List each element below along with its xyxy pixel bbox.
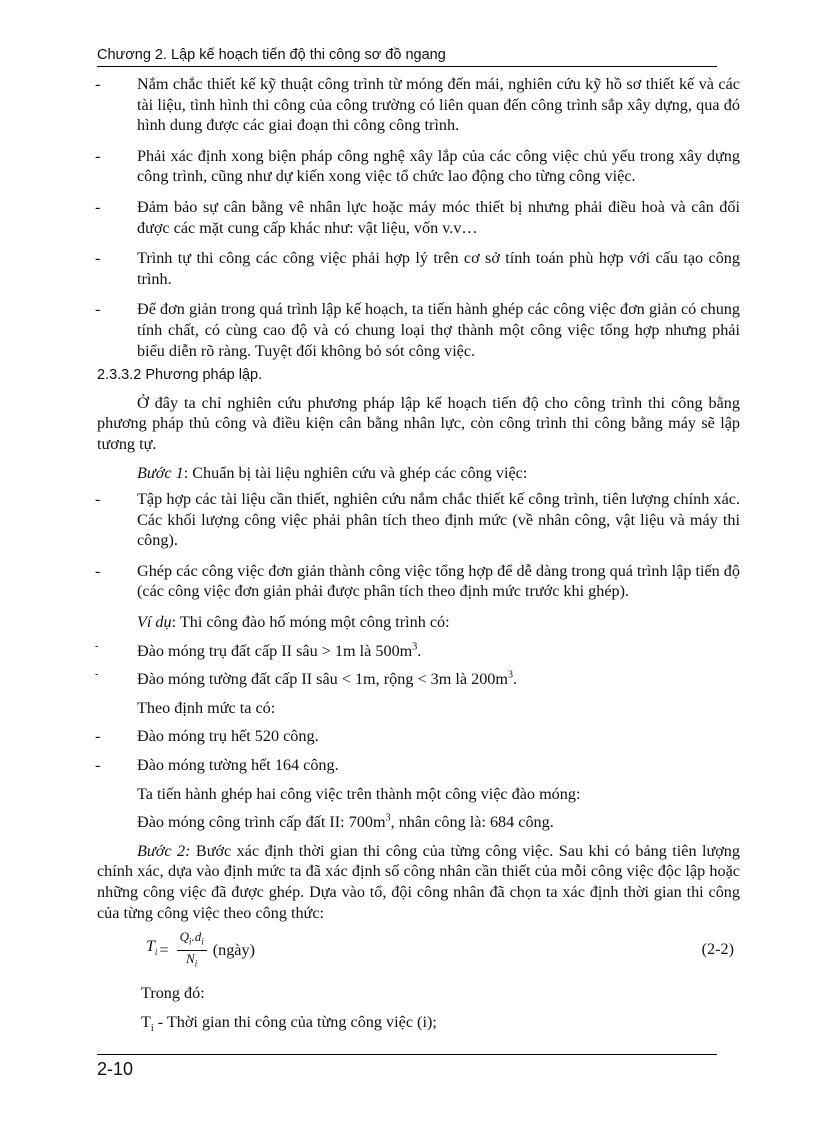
section-heading: 2.3.3.2 Phương pháp lập.: [97, 367, 263, 384]
example-paragraph: Ví dụ: Thi công đào hố móng một công trình có:: [137, 613, 450, 632]
step2-paragraph: Bước 2: Bước xác định thời gian thi công của từng công việc. Sau khi có bảng tiên lượng chính xác, dựa vào định mức ta đã xác định số công nhân cần thiết của mỗi công việc độc lập hoặc những công việc đã được ghép. Dựa vào tổ, đội công nhân đã chọn ta xác định thời gian thi công của từng công việc theo công thức:: [97, 841, 740, 922]
list-item: - Nắm chắc thiết kế kỹ thuật công trình từ móng đến mái, nghiên cứu kỹ hồ sơ thiết kế và các tài liệu, tình hình thi công của công trường có liên quan đến công trình sắp xây dựng, qua đó hình dung được các giai đoạn thi công công trình.: [95, 75, 740, 135]
formula-unit: (ngày): [212, 940, 255, 959]
dash-marker: -: [95, 561, 101, 580]
bullet-list-top: [97, 74, 740, 361]
dash-marker: -: [95, 490, 101, 509]
formula-2-2: [97, 927, 740, 973]
step2-label: Bước 2:: [137, 841, 191, 860]
merge-line: Ta tiến hành ghép hai công việc trên thành một công việc đào móng:: [137, 784, 581, 803]
intro-paragraph: Ở đây ta chỉ nghiên cứu phương pháp lập kế hoạch tiến độ cho công trình thi công bằng phương pháp thủ công và điều kiện cân bằng nhân lực, còn công trình thi công bằng máy sẽ lập tương tự.: [97, 393, 740, 453]
equation-number: (2-2): [701, 940, 734, 959]
footer-rule: [97, 1054, 717, 1055]
norm-item: - Đào móng tường hết 164 công.: [95, 756, 339, 775]
dash-marker: -: [95, 197, 101, 216]
fraction: $\frac{Q_i.d_i}{N_i}$: [177, 929, 207, 971]
norm-intro: Theo định mức ta có:: [137, 698, 276, 717]
list-item: - Trình tự thi công các công việc phải hợp lý trên cơ sở tính toán phù hợp với cấu tạo công trình.: [95, 249, 740, 288]
example-item: - Đào móng tường đất cấp II sâu < 1m, rộng < 3m là $200m^3$.: [97, 669, 740, 690]
merge-result: Đào móng công trình cấp đất II: $700m^3$, nhân công là: 684 công.: [137, 812, 554, 832]
dash-marker: -: [95, 756, 101, 775]
where-label: Trong đó:: [141, 984, 205, 1003]
page-number: 2-10: [97, 1059, 134, 1079]
formula-expression: $T_i$ = $\frac{Q_i.d_i}{N_i}$ (ngày): [146, 927, 255, 973]
running-header: Chương 2. Lập kế hoạch tiến độ thi công sơ đồ ngang: [97, 47, 717, 67]
dash-marker: -: [95, 300, 101, 319]
step1-paragraph: Bước 1: Chuẩn bị tài liệu nghiên cứu và ghép các công việc:: [137, 463, 528, 482]
dash-marker: -: [95, 249, 101, 268]
list-item: - Ghép các công việc đơn giản thành công việc tổng hợp để dễ dàng trong quá trình lập tiến độ (các công việc đơn giản phải được phân tích theo định mức trước khi ghép).: [95, 561, 740, 601]
example-item: - Đào móng trụ đất cấp II sâu > 1m là $500m^3$.: [97, 641, 740, 662]
norm-item: - Đào móng trụ hết 520 công.: [95, 727, 319, 746]
list-item: - Phải xác định xong biện pháp công nghệ xây lắp của các công việc chủ yếu trong xây dựng công trình, cũng như dự kiến xong việc tổ chức lao động cho từng công việc.: [95, 146, 740, 186]
list-item: - Tập hợp các tài liệu cần thiết, nghiên cứu nắm chắc thiết kế công trình, tiên lượng chính xác. Các khối lượng công việc phải phân tích theo định mức (về nhân công, vật liệu và máy thi công).: [95, 490, 740, 550]
step1-list: [97, 489, 740, 602]
dash-marker: -: [95, 146, 101, 165]
page-content: [97, 74, 740, 1048]
definition-ti: $T_i$ - Thời gian thi công của từng công việc (i);: [141, 1012, 437, 1035]
dash-marker: -: [95, 640, 99, 652]
step1-label: Bước 1: [137, 463, 184, 482]
dash-marker: -: [95, 669, 99, 681]
dash-marker: -: [95, 75, 101, 93]
example-label: Ví dụ: [137, 613, 172, 632]
dash-marker: -: [95, 727, 101, 746]
list-item: - Đảm bảo sự cân bằng vê nhân lực hoặc máy móc thiết bị nhưng phải điều hoà và cân đối được các mặt cung cấp khác như: vật liệu, vốn v.v…: [95, 197, 740, 237]
list-item: - Để đơn giản trong quá trình lập kế hoạch, ta tiến hành ghép các công việc đơn giản có chung tính chất, có cùng cao độ và có chung loại thợ thành một công việc tổng hợp nhưng phải biểu diễn rõ ràng. Tuyệt đối không bỏ sót công việc.: [95, 300, 740, 360]
